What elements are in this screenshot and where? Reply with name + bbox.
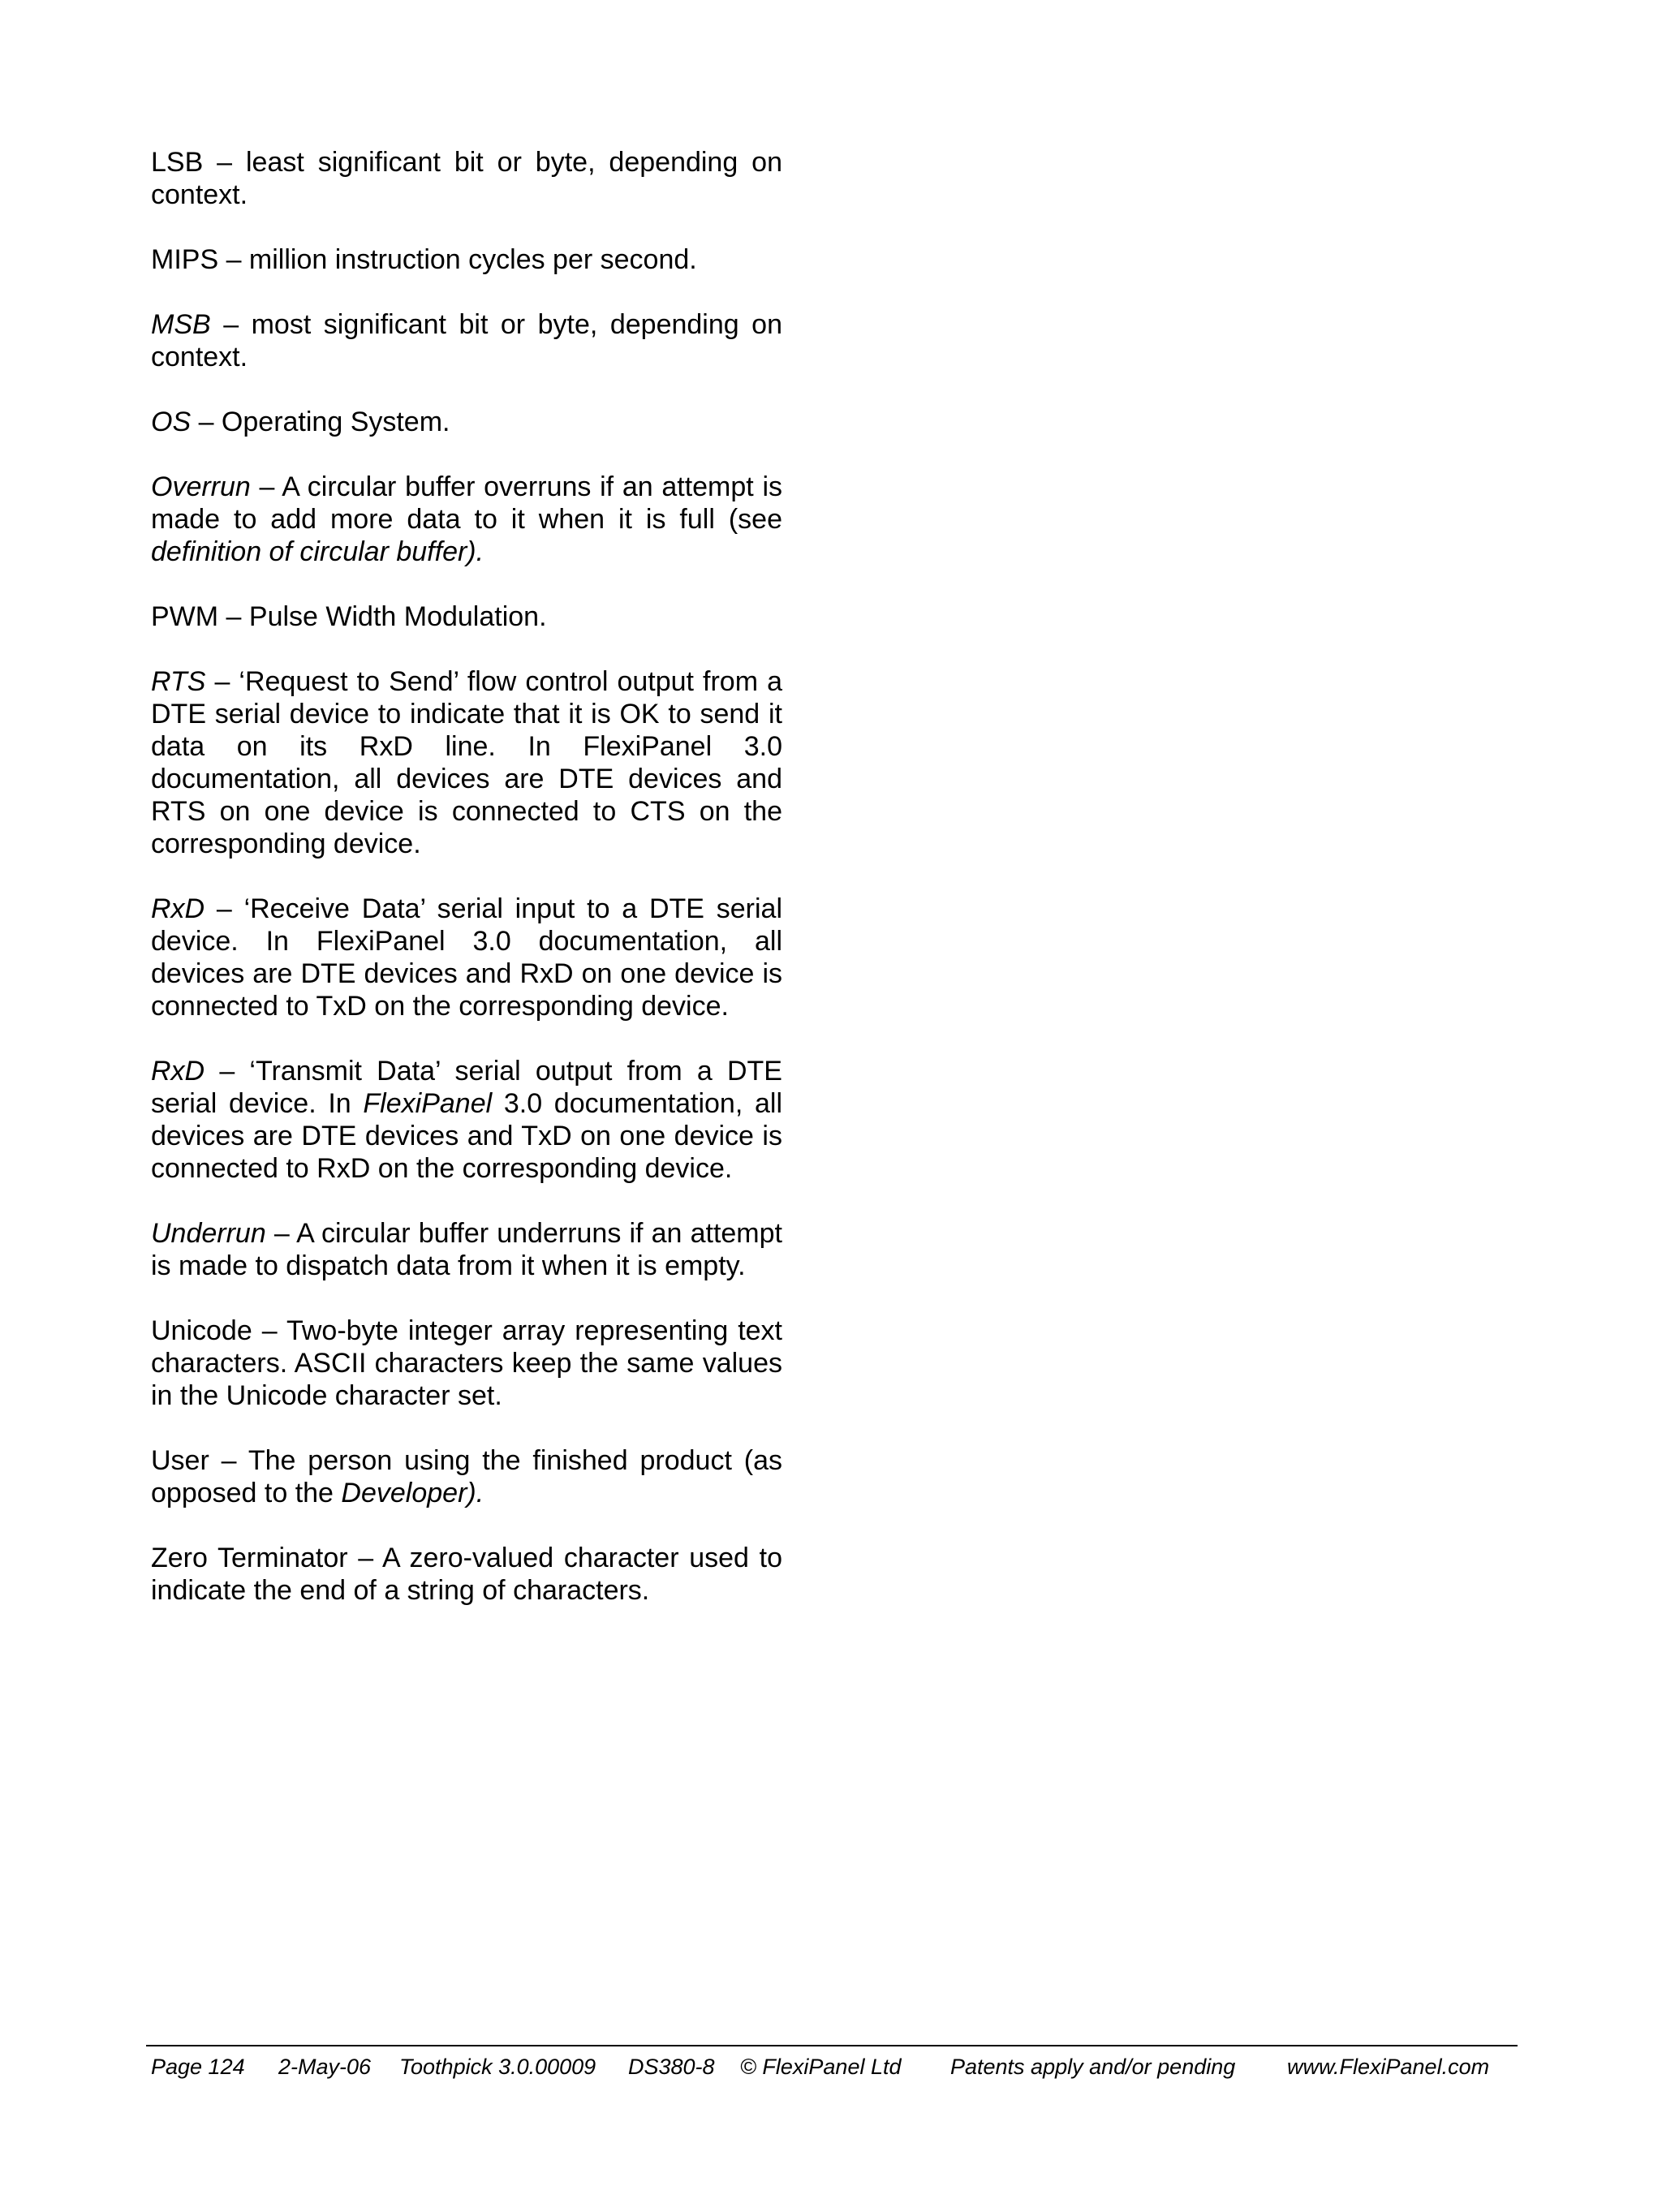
glossary-definition: 3.0 documentation, all devices are DTE devices and TxD on one device is connected to RxD on the corresponding device. xyxy=(151,1088,782,1184)
glossary-term: OS xyxy=(151,407,192,437)
glossary-entry xyxy=(151,243,782,276)
glossary-definition: – A circular buffer underruns if an attempt is made to dispatch data from it when it is empty. xyxy=(151,1218,782,1281)
glossary-definition: – A circular buffer overruns if an attempt is made to add more data to it when it is full (see xyxy=(151,471,782,535)
glossary-term: Unicode xyxy=(151,1315,252,1346)
glossary-entry xyxy=(151,665,782,860)
footer-page-number: Page 124 xyxy=(151,2055,245,2079)
glossary-definition: – Operating System. xyxy=(191,407,450,437)
glossary-term: RxD xyxy=(151,1056,205,1087)
glossary-term: MIPS xyxy=(151,244,219,275)
footer-date: 2-May-06 xyxy=(278,2055,372,2079)
glossary-definition: – Two-byte integer array representing text characters. ASCII characters keep the same values in the Unicode character set. xyxy=(151,1315,782,1411)
glossary-definition: – ‘Transmit Data’ serial output from a DTE serial device. In xyxy=(151,1056,782,1119)
glossary-term: RxD xyxy=(151,893,205,924)
glossary-entry xyxy=(151,1315,782,1412)
glossary-definition: – million instruction cycles per second. xyxy=(218,244,697,275)
glossary-term: RTS xyxy=(151,666,206,697)
footer-product-version: Toothpick 3.0.00009 xyxy=(399,2055,596,2079)
glossary-entry xyxy=(151,146,782,211)
glossary-definition: FlexiPanel xyxy=(363,1088,493,1119)
glossary-term: Overrun xyxy=(151,471,251,502)
glossary-entry xyxy=(151,406,782,438)
glossary-definition: definition of circular buffer). xyxy=(151,536,484,567)
glossary-entry xyxy=(151,1542,782,1607)
footer-website-link[interactable]: www.FlexiPanel.com xyxy=(1287,2055,1490,2079)
glossary-column xyxy=(151,146,782,1639)
glossary-entry xyxy=(151,1217,782,1282)
glossary-term: LSB xyxy=(151,147,204,178)
glossary-term: PWM xyxy=(151,601,219,632)
footer-divider xyxy=(146,2045,1518,2046)
glossary-term: Zero Terminator xyxy=(151,1543,348,1573)
glossary-definition: – ‘Request to Send’ flow control output from a DTE serial device to indicate that it is OK to send it data on its RxD line. In FlexiPanel 3.0 documentation, all devices are DTE devices and RTS on one device is connected to CTS on the corresponding device. xyxy=(151,666,782,859)
glossary-definition: – least significant bit or byte, depending on context. xyxy=(151,147,782,210)
glossary-definition: – ‘Receive Data’ serial input to a DTE serial device. In FlexiPanel 3.0 documentation, all devices are DTE devices and RxD on one device is connected to TxD on the corresponding device. xyxy=(151,893,782,1022)
glossary-definition: – Pulse Width Modulation. xyxy=(218,601,547,632)
glossary-entry xyxy=(151,1444,782,1509)
glossary-entry xyxy=(151,1055,782,1185)
glossary-entry xyxy=(151,308,782,373)
footer-copyright: © FlexiPanel Ltd xyxy=(740,2055,902,2079)
footer-patents: Patents apply and/or pending xyxy=(950,2055,1236,2079)
glossary-term: MSB xyxy=(151,309,211,340)
glossary-term: User xyxy=(151,1445,209,1476)
glossary-definition: – most significant bit or byte, depending on context. xyxy=(151,309,782,372)
glossary-entry xyxy=(151,471,782,568)
glossary-definition: – The person using the finished product (as opposed to the xyxy=(151,1445,782,1508)
glossary-entry xyxy=(151,600,782,633)
glossary-entry xyxy=(151,893,782,1022)
glossary-definition: – A zero-valued character used to indicate the end of a string of characters. xyxy=(151,1543,782,1606)
glossary-definition: Developer). xyxy=(341,1478,484,1508)
footer-document-id: DS380-8 xyxy=(628,2055,715,2079)
glossary-term: Underrun xyxy=(151,1218,266,1249)
